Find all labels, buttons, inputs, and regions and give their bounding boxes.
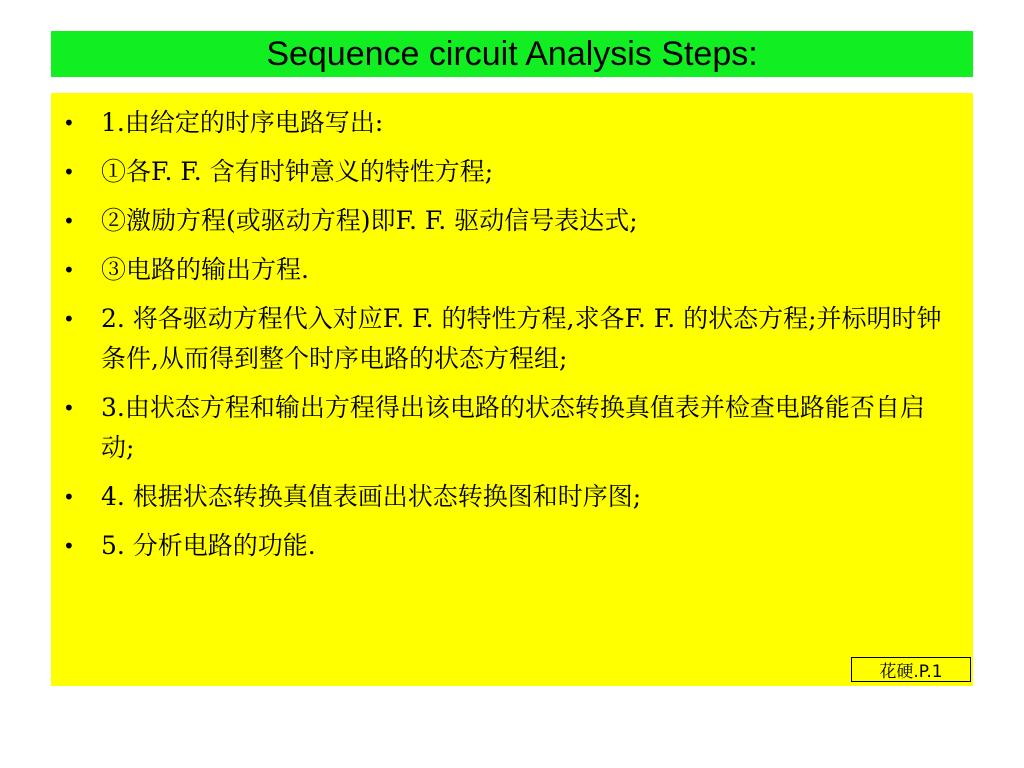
page-footer-tag: 花硬.P.1 (851, 657, 971, 682)
slide-title: Sequence circuit Analysis Steps: (266, 35, 758, 73)
bullet-text: 4. 根据状态转换真值表画出状态转换图和时序图; (101, 482, 642, 511)
bullet-item (51, 477, 973, 517)
bullet-item (51, 388, 973, 468)
title-bar (51, 31, 973, 77)
bullet-text: 1.由给定的时序电路写出: (101, 108, 384, 137)
bullet-item (51, 299, 973, 379)
bullet-text: ③电路的输出方程. (101, 255, 309, 284)
bullet-dot-icon: • (63, 160, 75, 184)
bullet-item (51, 103, 973, 143)
bullet-text: 3.由状态方程和输出方程得出该电路的状态转换真值表并检查电路能否自启动; (101, 393, 925, 462)
bullet-dot-icon: • (63, 485, 75, 509)
bullet-dot-icon: • (63, 209, 75, 233)
bullet-list (51, 103, 973, 575)
bullet-dot-icon: • (63, 396, 75, 420)
bullet-dot-icon: • (63, 111, 75, 135)
bullet-text: 5. 分析电路的功能. (101, 531, 316, 560)
bullet-text: 2. 将各驱动方程代入对应F. F. 的特性方程,求各F. F. 的状态方程;并标明时钟条件,从而得到整个时序电路的状态方程组; (101, 304, 942, 373)
bullet-item (51, 152, 973, 192)
bullet-dot-icon: • (63, 307, 75, 331)
content-box (51, 93, 973, 686)
bullet-dot-icon: • (63, 258, 75, 282)
bullet-item (51, 250, 973, 290)
bullet-item (51, 201, 973, 241)
bullet-text: ①各F. F. 含有时钟意义的特性方程; (101, 157, 494, 186)
bullet-text: ②激励方程(或驱动方程)即F. F. 驱动信号表达式; (101, 206, 638, 235)
bullet-item (51, 526, 973, 566)
bullet-dot-icon: • (63, 534, 75, 558)
